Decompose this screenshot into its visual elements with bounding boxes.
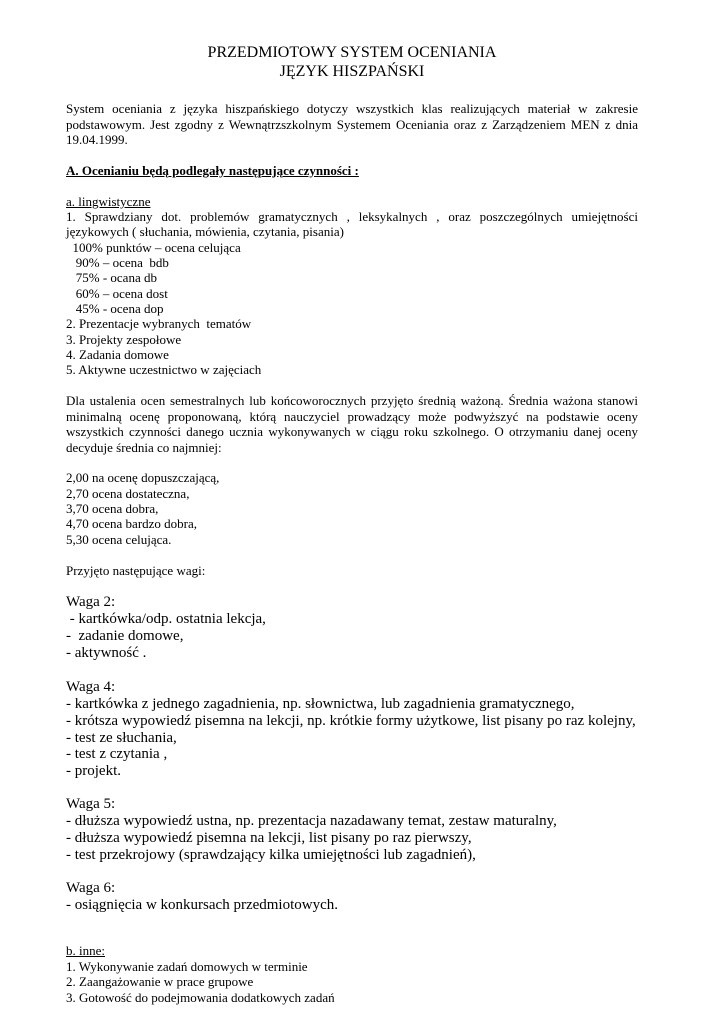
- threshold-row: 4,70 ocena bardzo dobra,: [66, 516, 198, 531]
- threshold-row: 3,70 ocena dobra,: [66, 501, 159, 516]
- section-a-heading: A. Ocenianiu będą podlegały następujące czynności :: [66, 163, 359, 178]
- average-line-3: wszystkich czynności danego ucznia wykonywanych w ciągu roku szkolnego. O otrzymaniu danej oceny: [66, 424, 638, 439]
- intro-line-3: 19.04.1999.: [66, 132, 128, 147]
- threshold-row: 2,00 na ocenę dopuszczającą,: [66, 470, 220, 485]
- average-line-1: Dla ustalenia ocen semestralnych lub końcoworocznych przyjęto średnią ważoną. Średnia ważona stanowi: [66, 393, 638, 408]
- list-item: 3. Projekty zespołowe: [66, 332, 182, 347]
- weight-5-label: Waga 5:: [66, 796, 116, 812]
- section-b-subheading: b. inne:: [66, 943, 105, 958]
- intro-line-1: System oceniania z języka hiszpańskiego dotyczy wszystkich klas realizujących materiał w zakresie: [66, 101, 638, 116]
- grade-scale-row: 60% – ocena dost: [66, 286, 168, 301]
- threshold-row: 5,30 ocena celująca.: [66, 532, 172, 547]
- average-line-2: minimalną ocenę proponowaną, którą nauczyciel prowadzący może podwyższyć na podstawie oceny: [66, 409, 638, 424]
- list-item: 4. Zadania domowe: [66, 347, 169, 362]
- grade-scale-row: 100% punktów – ocena celująca: [66, 240, 241, 255]
- list-item: językowych ( słuchania, mówienia, czytania, pisania): [66, 224, 344, 239]
- list-item: - test przekrojowy (sprawdzający kilka umiejętności lub zagadnień),: [66, 847, 476, 863]
- title-line-1: PRZEDMIOTOWY SYSTEM OCENIANIA: [207, 44, 497, 61]
- weight-6-label: Waga 6:: [66, 880, 116, 896]
- list-item: - test ze słuchania,: [66, 730, 177, 746]
- list-item: 1. Wykonywanie zadań domowych w terminie: [66, 959, 308, 974]
- weight-2-label: Waga 2:: [66, 594, 116, 610]
- list-item: 3. Gotowość do podejmowania dodatkowych zadań: [66, 990, 335, 1005]
- list-item: 1. Sprawdziany dot. problemów gramatycznych , leksykalnych , oraz poszczególnych umiejętności: [66, 209, 638, 224]
- section-a-subheading: a. lingwistyczne: [66, 194, 151, 209]
- list-item: - test z czytania ,: [66, 746, 168, 762]
- list-item: - dłuższa wypowiedź pisemna na lekcji, list pisany po raz pierwszy,: [66, 830, 472, 846]
- list-item: 2. Zaangażowanie w prace grupowe: [66, 974, 254, 989]
- list-item: - osiągnięcia w konkursach przedmiotowych.: [66, 897, 338, 913]
- average-line-4: decyduje średnia co najmniej:: [66, 440, 222, 455]
- list-item: 2. Prezentacje wybranych tematów: [66, 316, 252, 331]
- list-item: 5. Aktywne uczestnictwo w zajęciach: [66, 362, 262, 377]
- list-item: - kartkówka z jednego zagadnienia, np. słownictwa, lub zagadnienia gramatycznego,: [66, 696, 575, 712]
- title-line-2: JĘZYK HISZPAŃSKI: [279, 63, 425, 80]
- list-item: - aktywność .: [66, 645, 147, 661]
- threshold-row: 2,70 ocena dostateczna,: [66, 486, 190, 501]
- weights-intro: Przyjęto następujące wagi:: [66, 563, 206, 578]
- grade-scale-row: 75% - ocana db: [66, 270, 157, 285]
- grade-scale-row: 45% - ocena dop: [66, 301, 164, 316]
- intro-line-2: podstawowym. Jest zgodny z Wewnątrzszkolnym Systemem Oceniania oraz z Zarządzeniem MEN z dnia: [66, 117, 638, 132]
- grade-scale-row: 90% – ocena bdb: [66, 255, 169, 270]
- weight-4-label: Waga 4:: [66, 679, 116, 695]
- list-item: - kartkówka/odp. ostatnia lekcja,: [66, 611, 266, 627]
- list-item: - projekt.: [66, 763, 121, 779]
- list-item: - krótsza wypowiedź pisemna na lekcji, np. krótkie formy użytkowe, list pisany po raz kolejny,: [66, 713, 636, 729]
- list-item: - dłuższa wypowiedź ustna, np. prezentacja nazadawany temat, zestaw maturalny,: [66, 813, 557, 829]
- list-item: - zadanie domowe,: [66, 628, 184, 644]
